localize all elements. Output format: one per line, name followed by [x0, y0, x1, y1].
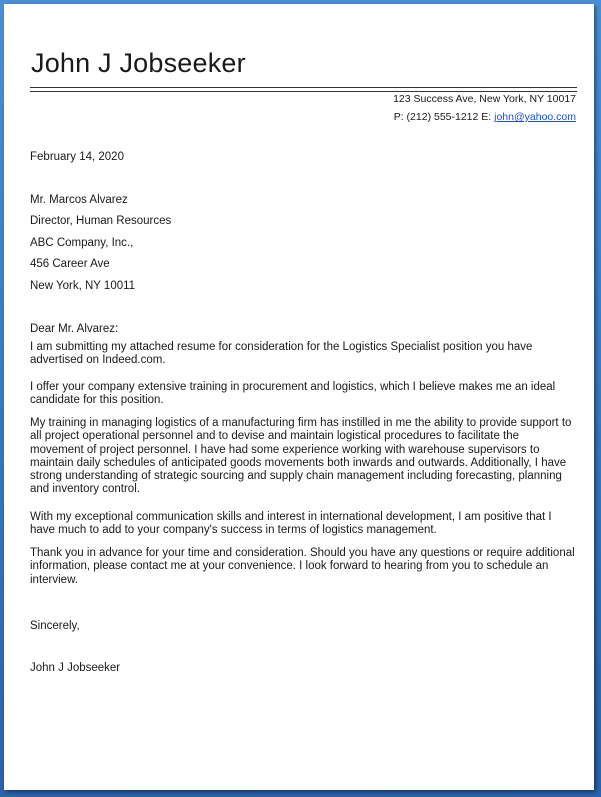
recipient-city: New York, NY 10011: [30, 280, 136, 292]
recipient-name: Mr. Marcos Alvarez: [30, 194, 128, 206]
sender-contact: [394, 111, 576, 123]
letter-page: [4, 4, 594, 790]
body-paragraph-2: I offer your company extensive training in procurement and logistics, which I believe makes me an ideal candidate for this position.: [30, 381, 556, 407]
sender-address: 123 Success Ave, New York, NY 10017: [393, 93, 576, 105]
body-paragraph-5: Thank you in advance for your time and consideration. Should you have any questions or require additional information, please contact me at your convenience. I look forward to hearing from you to schedule an interview.: [30, 547, 575, 586]
recipient-title: Director, Human Resources: [30, 215, 172, 227]
header-rule-thin: [30, 91, 577, 92]
salutation: Dear Mr. Alvarez:: [30, 323, 119, 335]
header-rule-thick: [30, 87, 577, 88]
body-paragraph-1: I am submitting my attached resume for consideration for the Logistics Specialist position you have advertised on Indeed.com.: [30, 341, 533, 367]
recipient-street: 456 Career Ave: [30, 258, 110, 270]
body-paragraph-4: With my exceptional communication skills and interest in international development, I am positive that I have much to add to your company's success in terms of logistics management.: [30, 511, 552, 537]
sender-name: John J Jobseeker: [31, 48, 246, 78]
recipient-company: ABC Company, Inc.,: [30, 237, 134, 249]
sender-email-link[interactable]: john@yahoo.com: [494, 111, 576, 123]
signature: John J Jobseeker: [30, 662, 121, 674]
body-paragraph-3: My training in managing logistics of a manufacturing firm has instilled in me the ability to provide support to all project operational personnel and to devise and maintain logistical procedures to facilitate the movement of project personnel. I have had some experience working with warehouse supervisors to maintain daily schedules of anticipated goods movements both inwards and outwards. Additionally, I have strong understanding of strategic sourcing and supply chain management including forecasting, planning and inventory control.: [30, 417, 572, 496]
letter-date: February 14, 2020: [30, 151, 124, 163]
sender-phone: P: (212) 555-1212 E:: [393, 111, 495, 123]
closing: Sincerely,: [30, 620, 80, 632]
